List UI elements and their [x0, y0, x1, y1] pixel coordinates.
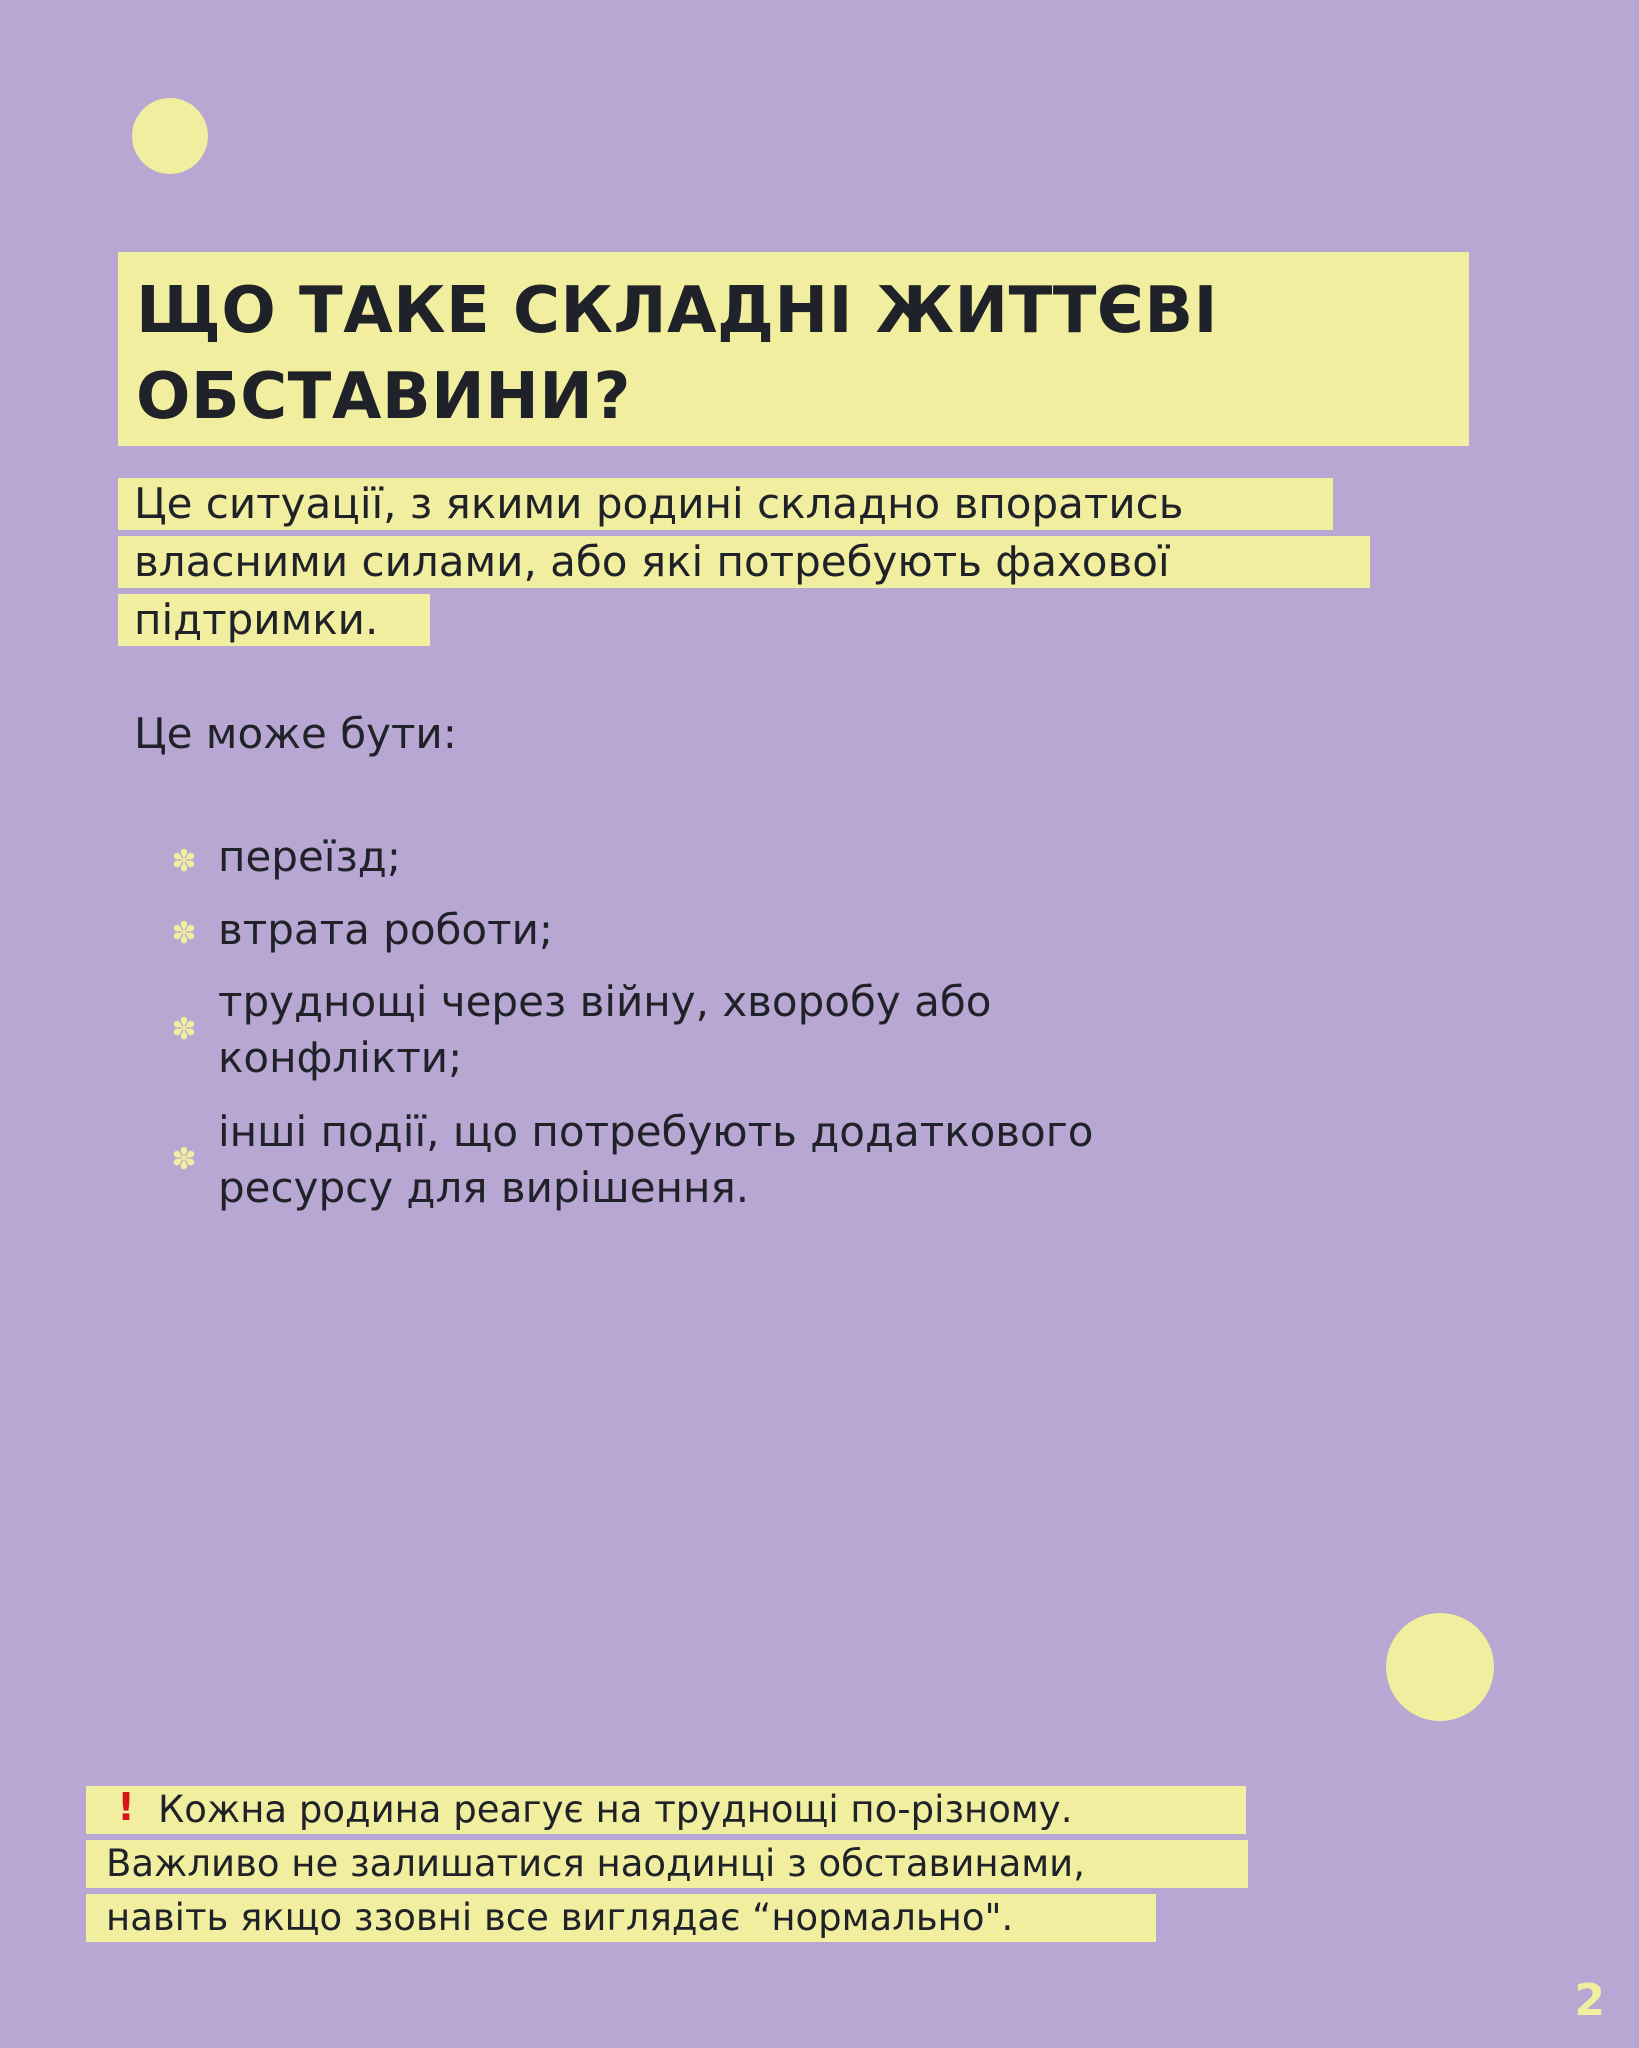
list-item [218, 902, 553, 958]
list-item [218, 1104, 1093, 1216]
asterisk-flower-icon: ✽ [171, 1012, 197, 1047]
list-item-line: інші події, що потребують додаткового [218, 1107, 1094, 1156]
note-line-3: навіть якщо ззовні все виглядає “нормально". [86, 1894, 1156, 1942]
intro-line-2: власними силами, або які потребують фахової [118, 536, 1370, 588]
decorative-circle-bottom [1386, 1613, 1494, 1721]
list-item-line: ресурсу для вирішення. [218, 1163, 750, 1212]
asterisk-flower-icon: ✽ [171, 916, 197, 951]
exclamation-icon: ! [117, 1785, 135, 1829]
list-item-line: втрата роботи; [218, 905, 554, 954]
list-item [218, 974, 991, 1086]
list-item [218, 829, 401, 885]
list-item-line: переїзд; [218, 832, 401, 881]
intro-line-3: підтримки. [118, 594, 430, 646]
page-title [118, 252, 1469, 446]
list-item-line: труднощі через війну, хворобу або [218, 977, 992, 1026]
decorative-circle-top [132, 98, 208, 174]
intro-line-1: Це ситуації, з якими родині складно впоратись [118, 478, 1333, 530]
title-line-2: ОБСТАВИНИ? [136, 360, 631, 434]
asterisk-flower-icon: ✽ [171, 844, 197, 879]
note-line-2: Важливо не залишатися наодинці з обставинами, [86, 1840, 1248, 1888]
note-line-1: Кожна родина реагує на труднощі по-різному. [86, 1786, 1246, 1834]
title-line-1: ЩО ТАКЕ СКЛАДНІ ЖИТТЄВІ [136, 274, 1218, 348]
page-number: 2 [1574, 1975, 1605, 2026]
list-item-line: конфлікти; [218, 1033, 463, 1082]
list-intro: Це може бути: [134, 709, 457, 758]
asterisk-flower-icon: ✽ [171, 1142, 197, 1177]
